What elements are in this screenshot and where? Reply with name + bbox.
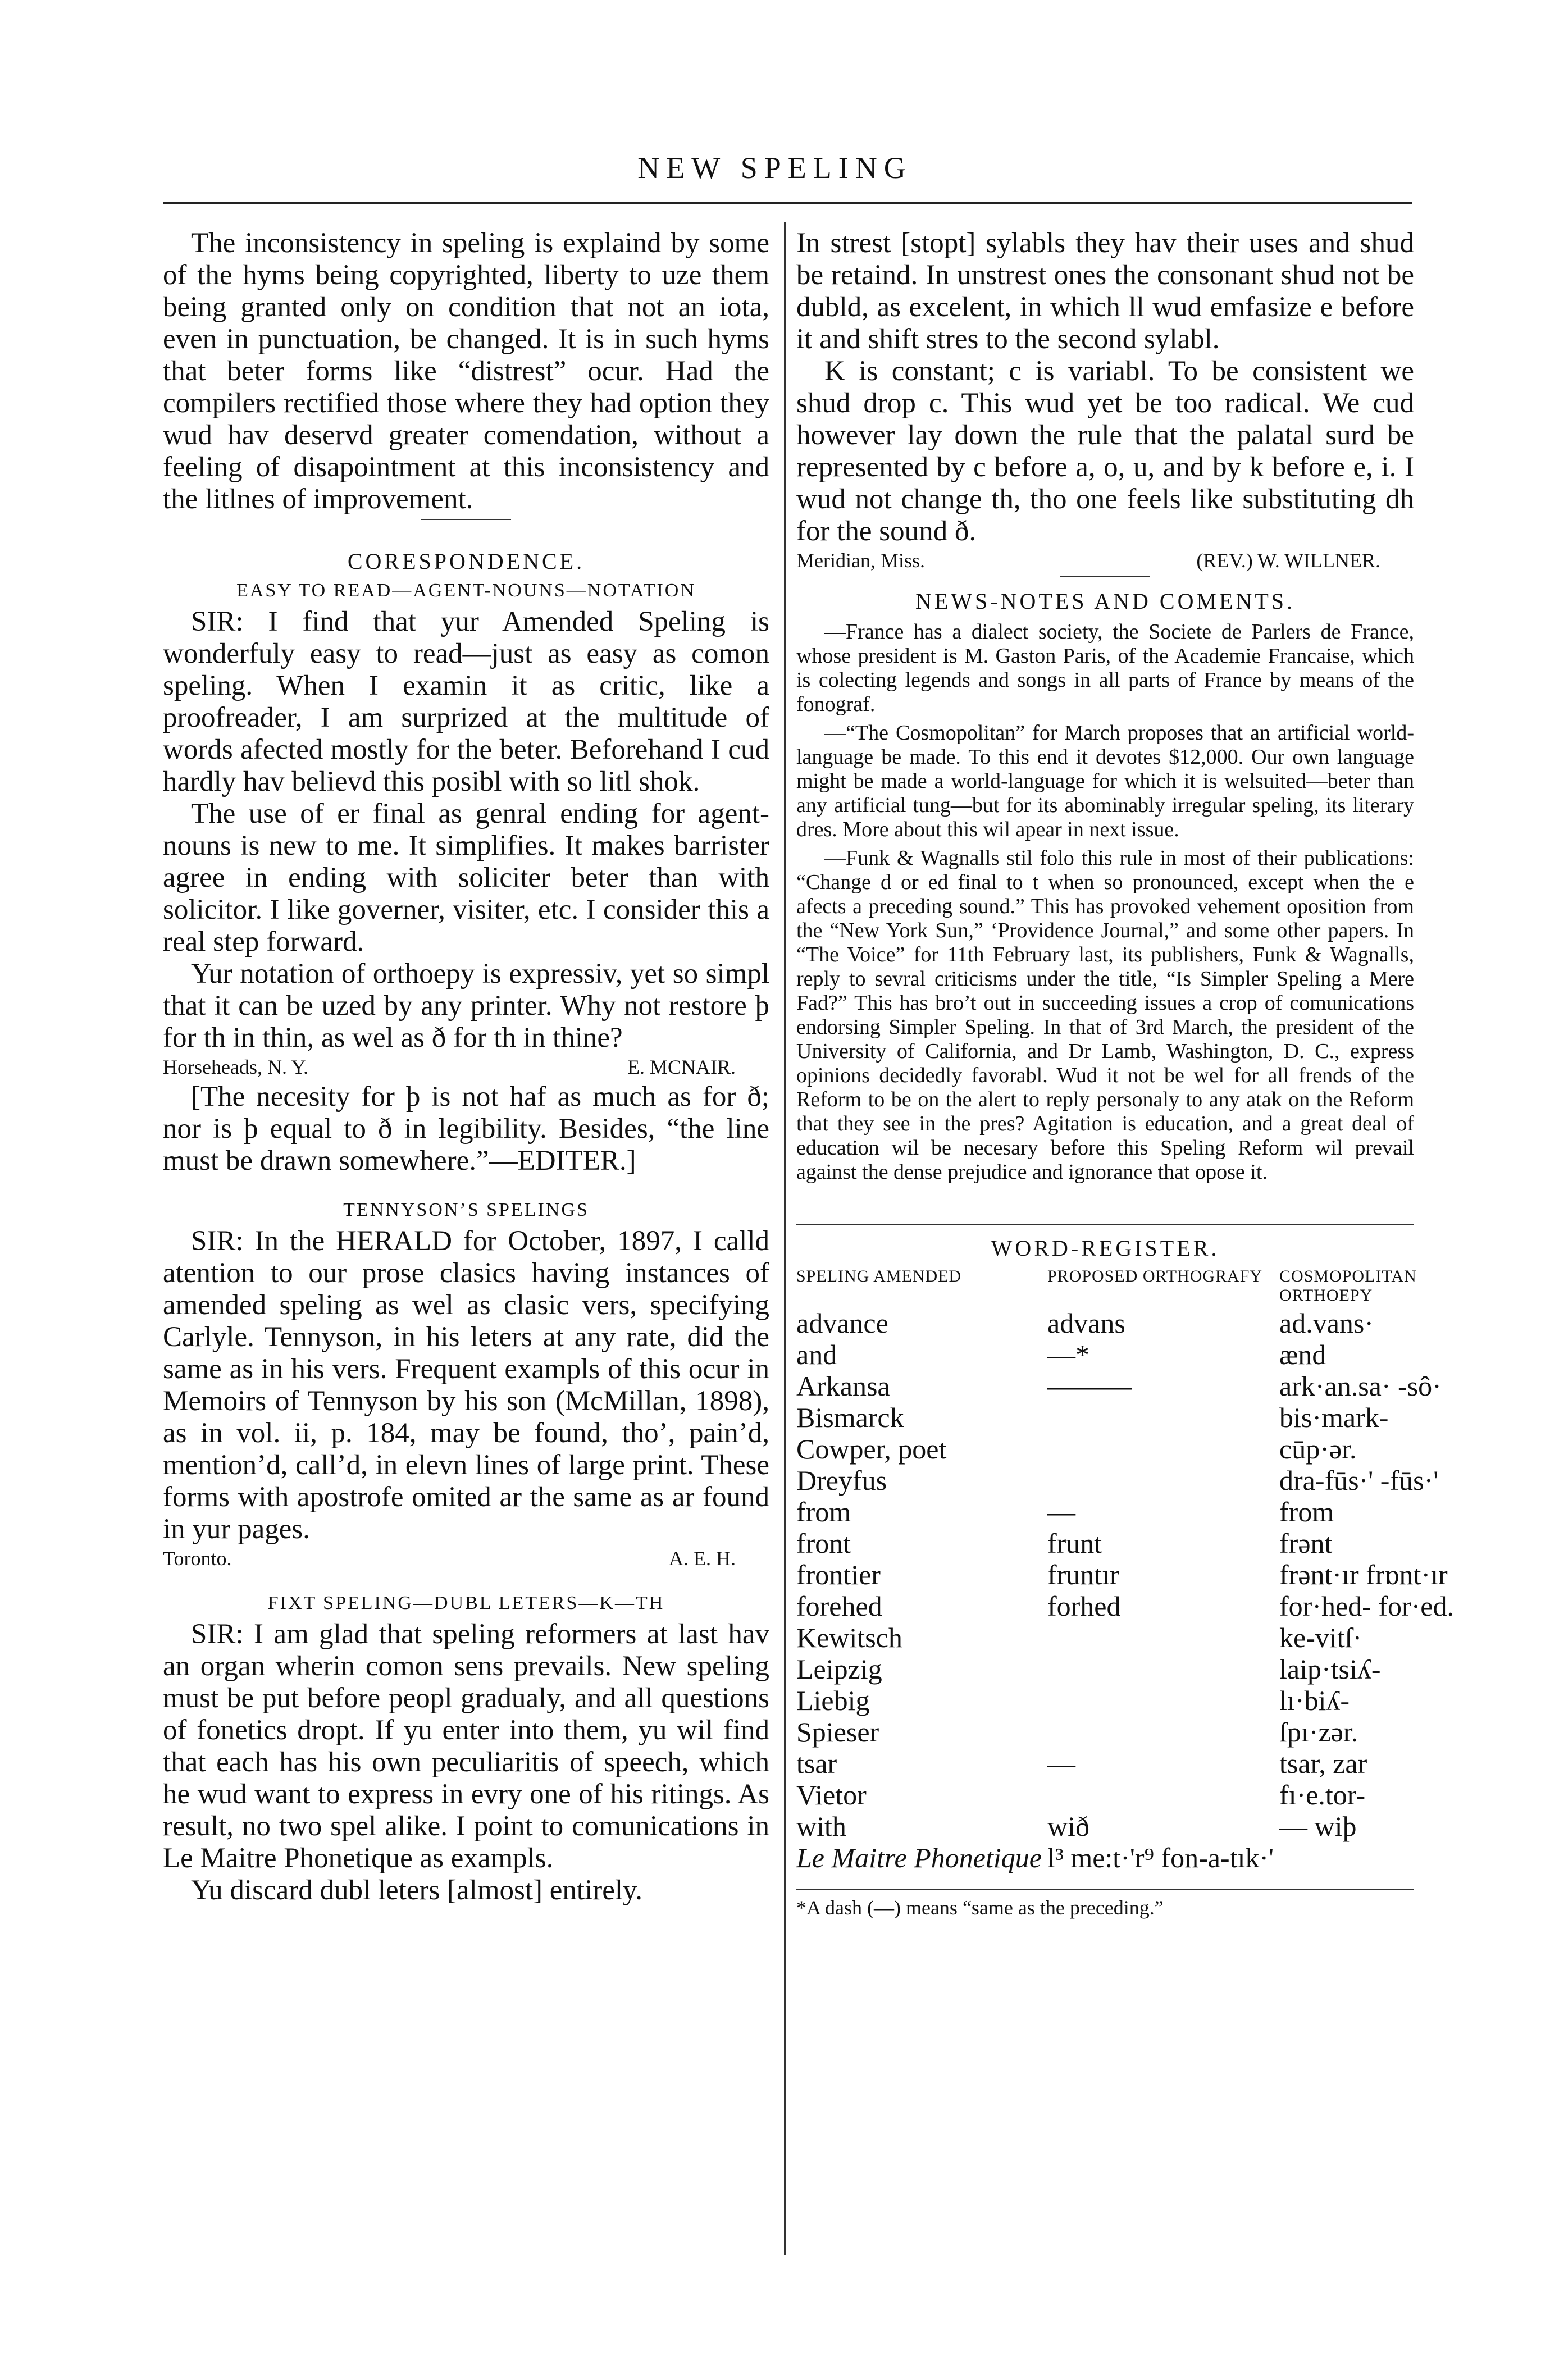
word-register-row	[796, 1307, 1460, 1339]
proposed-cell	[1047, 1622, 1279, 1653]
word-register-table	[796, 1267, 1460, 1873]
letter1-paragraph-2: The use of er final as genral ending for agent-nouns is new to me. It simplifies. It makes barrister agree in ending with soliciter beter than with solicitor. I like governer, visiter, etc. I consider this a real step forward.	[163, 798, 769, 958]
word-register-row	[796, 1559, 1460, 1590]
cosmopolitan-cell: cūp·ər.	[1279, 1433, 1357, 1465]
word-register-row	[796, 1496, 1460, 1528]
word-register-row	[796, 1402, 1460, 1433]
letter3-continued-1: In strest [stopt] sylabls they hav their uses and shud be retaind. In unstrest ones the consonant shud not be dubld, as excelent, in which ll wud emfasize e before it and shift stres to the second sylabl.	[796, 227, 1414, 355]
cosmopolitan-cell: dra-fūs·' -fūs·'	[1279, 1465, 1439, 1496]
proposed-cell: —	[1047, 1748, 1075, 1779]
amended-cell: Cowper, poet	[796, 1433, 947, 1465]
word-register-row	[796, 1339, 1460, 1370]
amended-cell: Vietor	[796, 1779, 867, 1811]
amended-cell: with	[796, 1811, 846, 1842]
amended-cell: frontier	[796, 1559, 881, 1590]
proposed-cell	[1047, 1716, 1279, 1748]
letter3-signature	[796, 549, 1414, 572]
amended-cell: Spieser	[796, 1716, 879, 1748]
amended-cell: Le Maitre Phonetique	[796, 1842, 1042, 1873]
cosmopolitan-cell: bis·mark-	[1279, 1402, 1389, 1433]
cosmopolitan-cell: lı·biʎ-	[1279, 1685, 1350, 1716]
left-column	[163, 227, 769, 1907]
header-rule	[163, 202, 1412, 204]
news-item-3: —Funk & Wagnalls stil folo this rule in most of their publications: “Change d or ed final to t when so pronounced, except when the e afects a preceding sound.” This has provoked vehement oposition from the “New York Sun,” ‘Providence Journal,” and some other papers. In “The Voice” for 11th February last, its publishers, Funk & Wagnalls, reply to sevral criticisms under the title, “Is Simpler Speling a Mere Fad?” This has bro’t out in succeeding issues a crop of comunications endorsing Simpler Speling. In that of 3rd March, the president of the University of California, and Dr Lamb, Washington, D. C., express opinions decidedly favorabl. Wud it not be wel for all frends of the Reform to be on the alert to reply personaly to any atak on the Reform that they see in the pres? Agitation is education, and a great deal of education wil be necesary before this Speling Reform wil prevail against the dense prejudice and ignorance that opose it.	[796, 846, 1414, 1184]
news-item-1: —France has a dialect society, the Societe de Parlers de France, whose president is M. Gaston Paris, of the Academie Francaise, which is colecting legends and songs in all parts of France by means of the fonograf.	[796, 620, 1414, 716]
word-register-heading: WORD-REGISTER.	[991, 1235, 1220, 1261]
word-register-row	[796, 1653, 1460, 1685]
proposed-cell	[1047, 1779, 1279, 1811]
letter1-signature	[163, 1055, 769, 1079]
page-header: NEW SPELING	[637, 151, 913, 185]
section-rule-2	[1060, 576, 1150, 577]
letter2-subhead: TENNYSON’S SPELINGS	[343, 1200, 589, 1220]
cosmopolitan-cell: frənt·ır frɒnt·ır	[1279, 1559, 1448, 1590]
word-register-row	[796, 1716, 1460, 1748]
cosmopolitan-cell: fı·e.tor-	[1279, 1779, 1366, 1811]
editor-note: [The necesity for þ is not haf as much as for ð; nor is þ equal to ð in legibility. Besides, “the line must be drawn somewhere.”—EDITER.]	[163, 1081, 769, 1177]
cosmopolitan-cell: ke-vitſ·	[1279, 1622, 1362, 1653]
letter2-paragraph-1: SIR: In the HERALD for October, 1897, I calld atention to our prose clasics having instances of amended speling as wel as clasic vers, specifying Carlyle. Tennyson, in his leters at any rate, did the same as in his vers. Frequent exampls of this ocur in Memoirs of Tennyson by his son (McMillan, 1898), as in vol. ii, p. 184, may be found, tho’, pain’d, mention’d, call’d, in elevn lines of large print. These forms with apostrofe omited ar the same as ar found in yur pages.	[163, 1225, 769, 1545]
amended-cell: front	[796, 1528, 851, 1559]
word-register-footnote: *A dash (—) means “same as the preceding.”	[796, 1889, 1414, 1919]
cosmopolitan-cell: ſpı·zər.	[1279, 1716, 1358, 1748]
proposed-cell	[1047, 1465, 1279, 1496]
word-register-row	[796, 1748, 1460, 1779]
amended-cell: advance	[796, 1307, 888, 1339]
word-register-row	[796, 1370, 1460, 1402]
letter3-paragraph-2: Yu discard dubl leters [almost] entirely.	[191, 1875, 642, 1906]
letter1-paragraph-3: Yur notation of orthoepy is expressiv, yet so simpl that it can be uzed by any printer. Why not restore þ for th in thin, as wel as ð for th in thine?	[163, 958, 769, 1054]
letter3-place: Meridian, Miss.	[796, 549, 925, 572]
proposed-cell: fruntır	[1047, 1559, 1119, 1590]
news-item-2: —“The Cosmopolitan” for March proposes that an artificial world-language be made. To this end it devotes $12,000. Our own language might be made a world-language for which it is welsuited—beter than any artificial tung—but for its abominably irregular speling, its literary dres. More about this wil apear in next issue.	[796, 721, 1414, 841]
letter1-place: Horseheads, N. Y.	[163, 1056, 308, 1078]
word-register-row	[796, 1811, 1460, 1842]
cosmopolitan-cell: from	[1279, 1496, 1334, 1528]
amended-cell: tsar	[796, 1748, 837, 1779]
proposed-cell	[1047, 1433, 1279, 1465]
word-register-row	[796, 1685, 1460, 1716]
proposed-cell: —	[1047, 1496, 1075, 1528]
column-divider	[784, 222, 786, 2255]
intro-paragraph: The inconsistency in speling is explaind by some of the hyms being copyrighted, liberty to uze them being granted only on condition that not an iota, even in punctuation, be changed. It is in such hyms that beter forms like “distrest” ocur. Had the compilers rectified those where they had option they wud hav deservd greater comendation, without a feeling of disapointment at this inconsistency and the litlnes of improvement.	[163, 227, 769, 515]
amended-cell: Leipzig	[796, 1653, 882, 1685]
word-register-body	[796, 1307, 1460, 1873]
letter2-place: Toronto.	[163, 1547, 232, 1570]
cosmopolitan-cell: ark·an.sa· -sô·	[1279, 1370, 1442, 1402]
cosmopolitan-cell	[1279, 1842, 1460, 1873]
word-register-row	[796, 1465, 1460, 1496]
cosmopolitan-cell: — wiþ	[1279, 1811, 1357, 1842]
section-rule	[421, 519, 511, 520]
proposed-cell: frunt	[1047, 1528, 1102, 1559]
proposed-cell	[1047, 1653, 1279, 1685]
col-header-amended: SPELING AMENDED	[796, 1267, 962, 1285]
word-register-row	[796, 1590, 1460, 1622]
letter3-continued-2: K is constant; c is variabl. To be consistent we shud drop c. This wud yet be too radical. We cud however lay down the rule that the palatal surd be represented by c before a, o, u, and by k before e, i. I wud not change th, tho one feels like substituting dh for the sound ð.	[796, 355, 1414, 547]
right-column	[796, 227, 1454, 1919]
cosmopolitan-cell: tsar, zar	[1279, 1748, 1367, 1779]
letter1-paragraph-1: SIR: I find that yur Amended Speling is wonderfuly easy to read—just as easy as comon speling. When I examin it as critic, like a proofreader, I am surprized at the multitude of words afected mostly for the beter. Beforehand I cud hardly hav believd this posibl with so litl shok.	[163, 606, 769, 797]
word-register-rule	[796, 1224, 1414, 1225]
letter3-paragraph-1: SIR: I am glad that speling reformers at last hav an organ wherin comon sens prevails. New speling must be put before peopl gradualy, and all questions of fonetics dropt. If yu enter into them, yu wil find that each has his own peculiaritis of speech, which he wud want to express in evry one of his ritings. As result, no two spel alike. I point to comunications in Le Maitre Phonetique as exampls.	[163, 1618, 769, 1874]
letter1-subhead: EASY TO READ—AGENT-NOUNS—NOTATION	[236, 580, 696, 601]
word-register-header-row	[796, 1267, 1460, 1307]
letter2-author: A. E. H.	[669, 1547, 736, 1570]
letter1-author: E. MCNAIR.	[627, 1056, 736, 1078]
word-register-row	[796, 1528, 1460, 1559]
word-register-row	[796, 1433, 1460, 1465]
cosmopolitan-cell: for·hed- for·ed.	[1279, 1590, 1454, 1622]
col-header-cosmopolitan: COSMOPOLITAN ORTHOEPY	[1279, 1267, 1417, 1305]
word-register-row	[796, 1622, 1460, 1653]
cosmopolitan-cell: ænd	[1279, 1339, 1326, 1370]
letter3-author: (REV.) W. WILLNER.	[1196, 549, 1380, 572]
amended-cell: Arkansa	[796, 1370, 890, 1402]
proposed-cell: advans	[1047, 1307, 1125, 1339]
cosmopolitan-cell: laip·tsiʎ-	[1279, 1653, 1381, 1685]
word-register-row	[796, 1842, 1460, 1873]
proposed-cell: forhed	[1047, 1590, 1121, 1622]
letter3-subhead: FIXT SPELING—DUBL LETERS—K—TH	[267, 1593, 665, 1613]
proposed-cell	[1047, 1402, 1279, 1433]
amended-cell: Liebig	[796, 1685, 870, 1716]
amended-cell: forehed	[796, 1590, 882, 1622]
letter2-signature	[163, 1547, 769, 1570]
proposed-cell: ———	[1047, 1370, 1132, 1402]
cosmopolitan-cell: frənt	[1279, 1528, 1333, 1559]
amended-cell: Bismarck	[796, 1402, 904, 1433]
news-notes-heading: NEWS-NOTES AND COMENTS.	[915, 589, 1296, 614]
proposed-cell: wið	[1047, 1811, 1089, 1842]
amended-cell: Kewitsch	[796, 1622, 902, 1653]
col-header-proposed: PROPOSED ORTHOGRAFY	[1047, 1267, 1263, 1285]
word-register-row	[796, 1779, 1460, 1811]
amended-cell: and	[796, 1339, 837, 1370]
amended-cell: Dreyfus	[796, 1465, 887, 1496]
proposed-cell: l³ me:t·'r⁹ fon-a-tık·'	[1047, 1842, 1274, 1873]
proposed-cell	[1047, 1685, 1279, 1716]
amended-cell: from	[796, 1496, 851, 1528]
cosmopolitan-cell: ad.vans·	[1279, 1307, 1374, 1339]
proposed-cell: —*	[1047, 1339, 1089, 1370]
corespondence-heading: CORESPONDENCE.	[347, 549, 585, 574]
